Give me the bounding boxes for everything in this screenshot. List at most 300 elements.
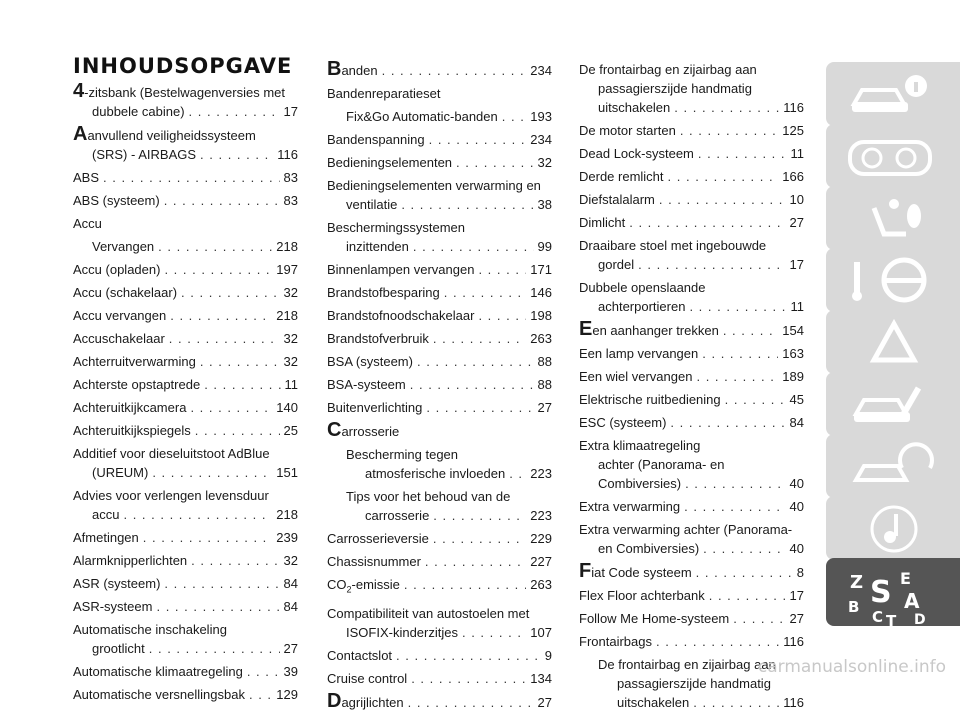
tab-multimedia[interactable] (826, 496, 960, 560)
leader-dots (668, 167, 779, 186)
leader-dots (696, 367, 778, 386)
page-number: 116 (277, 147, 298, 162)
leader-dots (696, 563, 793, 582)
index-entry[interactable] (579, 121, 804, 140)
page-number: 45 (789, 392, 804, 407)
index-entry[interactable] (73, 191, 298, 210)
index-entry-text: Brandstofbesparing (327, 285, 440, 300)
index-entry-text: gordel (598, 257, 635, 272)
index-entry-text: ISOFIX-kinderzitjes (346, 624, 458, 640)
page-number: 88 (537, 354, 552, 369)
page-number: 218 (276, 507, 298, 522)
index-entry[interactable] (579, 632, 804, 651)
index-entry-text: ventilatie (346, 197, 398, 212)
index-entry[interactable] (327, 487, 552, 525)
page-number: 134 (530, 670, 552, 686)
index-entry-text: uitschakelen (598, 100, 671, 115)
index-entry[interactable] (327, 84, 552, 103)
page-number: 27 (537, 400, 552, 415)
index-entry-text: Follow Me Home-systeem (579, 611, 730, 626)
leader-dots (247, 662, 280, 681)
index-entry-text: Een wiel vervangen (579, 369, 693, 384)
leader-dots (478, 260, 526, 279)
index-entry[interactable] (73, 528, 298, 547)
index-entry[interactable] (327, 352, 552, 371)
leader-dots (413, 237, 534, 256)
tab-technical-data[interactable] (826, 434, 960, 498)
index-entry[interactable] (73, 662, 298, 681)
index-column-2 (327, 60, 552, 716)
index-entry[interactable] (73, 574, 298, 593)
index-entry-text: Achteruitkijkspiegels (73, 423, 191, 438)
index-entry[interactable] (579, 390, 804, 409)
page-number: 9 (544, 647, 552, 663)
leader-dots (426, 398, 533, 417)
page-number: 32 (537, 155, 552, 170)
index-entry[interactable] (73, 214, 298, 233)
index-entry-text: Tips voor het behoud van de (346, 489, 511, 504)
index-entry[interactable] (73, 260, 298, 279)
index-entry-text: inzittenden (346, 239, 409, 254)
index-entry[interactable] (579, 167, 804, 186)
index-entry[interactable] (579, 60, 804, 117)
leader-dots (152, 463, 272, 482)
page-number: 116 (783, 634, 804, 649)
page-number: 83 (283, 170, 298, 185)
index-entry-text: Alarmknipperlichten (73, 553, 188, 568)
index-entry-text: Accuschakelaar (73, 331, 165, 346)
index-entry-text: Achterste opstaptrede (73, 377, 201, 392)
index-entry-text: Chassisnummer (327, 554, 421, 569)
index-entry-text: Carrosserieversie (327, 531, 429, 546)
index-entry[interactable] (327, 375, 552, 394)
leader-dots (456, 153, 533, 172)
leader-dots (689, 297, 786, 316)
index-entry-text: Dubbele openslaande (579, 280, 706, 295)
leader-dots (703, 539, 785, 558)
leader-dots (629, 213, 785, 232)
index-entry[interactable] (73, 597, 298, 616)
tab-steering-key[interactable] (826, 248, 960, 312)
index-entry-text: atmosferische invloeden (365, 466, 506, 481)
index-entry[interactable] (73, 551, 298, 570)
page-number: 10 (789, 192, 804, 207)
leader-dots (396, 646, 541, 665)
leader-dots (169, 329, 280, 348)
index-entry-text: accu (92, 507, 120, 522)
index-entry[interactable] (327, 398, 552, 417)
page-number: 27 (283, 641, 298, 656)
leader-dots (411, 669, 526, 688)
leader-dots (502, 107, 527, 126)
page-number: 17 (789, 588, 804, 603)
index-entry-text: Compatibiliteit van autostoelen met (327, 605, 530, 621)
leader-dots (638, 255, 785, 274)
index-entry-text: Derde remlicht (579, 169, 664, 184)
chapter-tab-sidebar (826, 62, 960, 626)
index-entry-text: Banden (327, 58, 378, 80)
index-entry-text: carrosserie (365, 508, 430, 523)
page-number: 218 (276, 308, 298, 323)
index-entry[interactable] (579, 586, 804, 605)
leader-dots (181, 283, 279, 302)
index-entry-text: Automatische inschakeling (73, 622, 227, 637)
index-entry[interactable] (579, 436, 804, 493)
index-entry-text: grootlicht (92, 641, 145, 656)
page-number: 239 (276, 530, 298, 545)
index-entry-text: achter (Panorama- en (598, 457, 725, 472)
index-entry-text: Accu (73, 216, 102, 231)
airbag-seat-icon (844, 194, 944, 244)
index-entry-text: $CO_2$-emissie (327, 577, 400, 595)
leader-dots (425, 552, 526, 571)
index-entry-text: Extra verwarming (579, 499, 681, 514)
steering-key-icon (844, 256, 944, 306)
page-number: 234 (530, 132, 552, 147)
index-entry-text: Vervangen (92, 239, 155, 254)
index-entry[interactable] (73, 444, 298, 482)
dashboard-icon (844, 132, 944, 182)
index-entry-text: Cruise control (327, 670, 408, 686)
index-entry-text: ASR-systeem (73, 599, 153, 614)
index-entry-text: Dimlicht (579, 215, 626, 230)
index-entry[interactable] (327, 529, 552, 548)
index-letters-icon (844, 566, 944, 626)
index-entry-text: Bescherming tegen (346, 447, 459, 462)
leader-dots (164, 260, 272, 279)
index-entry-text: De frontairbag en zijairbag aan (598, 657, 776, 672)
leader-dots (674, 98, 779, 117)
index-entry[interactable] (579, 497, 804, 516)
tab-warning[interactable] (826, 310, 960, 374)
tab-maintenance[interactable] (826, 372, 960, 436)
index-letter: C (872, 608, 884, 626)
index-entry-text: Fix&Go Automatic-banden (346, 109, 498, 124)
index-entry[interactable] (579, 213, 804, 232)
index-entry-text: Bandenreparatieset (327, 86, 441, 101)
page-number: 229 (530, 531, 552, 546)
index-letter: E (900, 569, 911, 588)
index-entry[interactable] (579, 278, 804, 316)
leader-dots (417, 352, 534, 371)
index-letter: Z (850, 572, 864, 593)
index-entry[interactable] (73, 620, 298, 658)
index-letter: B (848, 598, 860, 616)
index-entry-text: Frontairbags (579, 634, 652, 649)
page-number: 32 (283, 553, 298, 568)
page-number: 151 (276, 465, 298, 480)
index-entry[interactable] (327, 130, 552, 149)
index-entry[interactable] (327, 552, 552, 571)
leader-dots (408, 693, 534, 712)
index-entry[interactable] (73, 375, 298, 394)
page-number: 25 (283, 423, 298, 438)
page-number: 11 (284, 377, 298, 392)
index-entry[interactable] (327, 646, 552, 665)
index-entry-text: Dead Lock-systeem (579, 146, 694, 161)
page-number: 11 (790, 299, 804, 314)
index-entry[interactable] (73, 125, 298, 164)
leader-dots (404, 575, 526, 594)
index-entry-text: passagierszijde handmatig (598, 81, 752, 96)
page-number: 27 (789, 215, 804, 230)
index-letter: A (904, 589, 920, 613)
leader-dots (709, 586, 786, 605)
page-number: 32 (283, 285, 298, 300)
index-entry[interactable] (579, 190, 804, 209)
leader-dots (189, 102, 280, 121)
index-entry-text: Aanvullend veiligheidssysteem (73, 125, 256, 145)
page-number: 189 (782, 369, 804, 384)
leader-dots (733, 609, 785, 628)
page-number: 27 (537, 694, 552, 710)
index-entry[interactable] (327, 283, 552, 302)
index-entry-text: Binnenlampen vervangen (327, 262, 475, 277)
page-number: 227 (530, 554, 552, 569)
page-title: INHOUDSOPGAVE (73, 54, 293, 78)
page-number: 32 (283, 331, 298, 346)
leader-dots (103, 168, 280, 187)
index-entry-text: Diefstalalarm (579, 192, 655, 207)
index-entry-text: achterportieren (598, 299, 686, 314)
index-entry[interactable] (327, 445, 552, 483)
leader-dots (191, 551, 279, 570)
index-entry-text: dubbele cabine) (92, 104, 185, 119)
index-entry[interactable] (327, 604, 552, 642)
leader-dots (249, 685, 272, 704)
leader-dots (693, 693, 779, 712)
index-entry[interactable] (73, 168, 298, 187)
index-entry-text: Dagrijlichten (327, 689, 404, 712)
page-number: 193 (530, 109, 552, 124)
page-number: 163 (782, 346, 804, 361)
leader-dots (204, 375, 280, 394)
page-number: 11 (790, 146, 804, 161)
leader-dots (149, 639, 280, 658)
page-number: 263 (530, 577, 552, 592)
index-entry-text: De frontairbag en zijairbag aan (579, 62, 757, 77)
index-entry-text: Afmetingen (73, 530, 139, 545)
index-entry-text: Additief voor dieseluitstoot AdBlue (73, 446, 270, 461)
index-entry[interactable] (327, 218, 552, 256)
leader-dots (200, 352, 280, 371)
index-entry[interactable] (73, 352, 298, 371)
index-entry[interactable] (73, 237, 298, 256)
index-entry-text: Beschermingssystemen (327, 220, 465, 235)
index-entry-text: Een aanhanger trekken (579, 318, 719, 340)
page-number: 218 (276, 239, 298, 254)
leader-dots (123, 505, 272, 524)
page-number: 40 (789, 499, 804, 514)
index-entry-text: Buitenverlichting (327, 400, 423, 415)
leader-dots (723, 321, 778, 340)
leader-dots (433, 529, 526, 548)
index-entry[interactable] (327, 60, 552, 80)
page-number: 40 (789, 541, 804, 556)
index-entry[interactable] (327, 689, 552, 712)
page-number: 223 (530, 508, 552, 523)
warning-triangle-icon (844, 318, 944, 368)
index-entry-text: Bedieningselementen verwarming en (327, 178, 541, 193)
index-entry-text: Draaibare stoel met ingebouwde (579, 238, 767, 253)
leader-dots (143, 528, 273, 547)
index-entry[interactable] (73, 82, 298, 121)
leader-dots (444, 283, 527, 302)
page-number: 223 (530, 466, 552, 481)
index-entry[interactable] (327, 329, 552, 348)
index-entry[interactable] (579, 562, 804, 582)
index-entry-text: Extra verwarming achter (Panorama- (579, 522, 793, 537)
index-entry[interactable] (327, 669, 552, 688)
leader-dots (164, 574, 279, 593)
leader-dots (200, 145, 273, 164)
leader-dots (725, 390, 786, 409)
leader-dots (462, 623, 526, 642)
index-entry[interactable] (579, 609, 804, 628)
page-number: 140 (276, 400, 298, 415)
index-entry[interactable] (327, 575, 552, 600)
page-number: 39 (283, 664, 298, 679)
page-number: 116 (783, 695, 804, 710)
page-number: 171 (530, 262, 552, 277)
leader-dots (190, 398, 272, 417)
index-entry-text: Accu (opladen) (73, 262, 161, 277)
leader-dots (702, 344, 778, 363)
index-letter: S (870, 575, 892, 610)
leader-dots (509, 464, 526, 483)
index-entry-text: Contactslot (327, 647, 393, 663)
page-number: 263 (530, 331, 552, 346)
leader-dots (156, 597, 279, 616)
leader-dots (680, 121, 778, 140)
leader-dots (656, 632, 779, 651)
index-entry-text: Carrosserie (327, 419, 400, 441)
index-entry-text: Accu (schakelaar) (73, 285, 178, 300)
index-entry-text: Automatische klimaatregeling (73, 664, 243, 679)
index-column-3 (579, 60, 804, 716)
index-entry-text: ESC (systeem) (579, 415, 667, 430)
index-entry-text: (UREUM) (92, 465, 149, 480)
tab-car-info[interactable] (826, 62, 960, 126)
index-entry[interactable] (579, 520, 804, 558)
index-entry[interactable] (73, 685, 298, 704)
leader-dots (195, 421, 280, 440)
index-entry-text: BSA-systeem (327, 377, 406, 392)
index-entry[interactable] (327, 421, 552, 441)
page-number: 84 (283, 576, 298, 591)
page-number: 38 (537, 197, 552, 212)
index-entry[interactable] (579, 236, 804, 274)
index-entry-text: 4-zitsbank (Bestelwagenversies met (73, 82, 285, 102)
leader-dots (170, 306, 272, 325)
index-entry-text: BSA (systeem) (327, 354, 413, 369)
index-entry[interactable] (73, 283, 298, 302)
car-info-icon (844, 70, 944, 120)
page-number: 99 (537, 239, 552, 254)
leader-dots (685, 474, 785, 493)
index-entry[interactable] (579, 144, 804, 163)
gauge-car-icon (844, 442, 944, 492)
leader-dots (158, 237, 272, 256)
index-entry-text: Fiat Code systeem (579, 560, 692, 582)
leader-dots (401, 195, 533, 214)
index-entry[interactable] (327, 107, 552, 126)
index-entry-text: Brandstofnoodschakelaar (327, 308, 475, 323)
index-entry-text: Extra klimaatregeling (579, 438, 701, 453)
page-number: 27 (789, 611, 804, 626)
index-entry[interactable] (73, 329, 298, 348)
index-entry-text: Bandenspanning (327, 132, 425, 147)
index-entry[interactable] (327, 176, 552, 214)
tab-dashboard[interactable] (826, 124, 960, 188)
page-number: 198 (530, 308, 552, 323)
index-entry[interactable] (579, 367, 804, 386)
index-letter: D (914, 612, 926, 626)
tab-airbag-seat[interactable] (826, 186, 960, 250)
index-entry[interactable] (579, 320, 804, 340)
index-entry[interactable] (579, 413, 804, 432)
index-entry-text: Elektrische ruitbediening (579, 392, 721, 407)
music-note-icon (844, 504, 944, 554)
leader-dots (684, 497, 785, 516)
index-entry[interactable] (73, 486, 298, 524)
index-entry-text: ASR (systeem) (73, 576, 161, 591)
page-number: 17 (789, 257, 804, 272)
index-entry-text: en Combiversies) (598, 541, 700, 556)
index-entry-text: Combiversies) (598, 476, 682, 491)
index-entry-text: (SRS) - AIRBAGS (92, 147, 197, 162)
index-column-1 (73, 82, 298, 708)
index-entry-text: ABS (73, 170, 100, 185)
page-number: 84 (789, 415, 804, 430)
leader-dots (478, 306, 526, 325)
page-number: 146 (530, 285, 552, 300)
index-entry[interactable] (73, 306, 298, 325)
index-entry[interactable] (73, 421, 298, 440)
index-entry[interactable] (73, 398, 298, 417)
page-number: 88 (537, 377, 552, 392)
index-entry-text: Advies voor verlengen levensduur (73, 488, 269, 503)
index-entry-text: De motor starten (579, 123, 676, 138)
index-entry[interactable] (327, 260, 552, 279)
index-letter: T (886, 612, 897, 626)
leader-dots (164, 191, 280, 210)
index-entry[interactable] (327, 153, 552, 172)
page-number: 234 (530, 63, 552, 78)
index-entry-text: Flex Floor achterbank (579, 588, 705, 603)
page-number: 154 (782, 323, 804, 338)
leader-dots (382, 61, 527, 80)
page-number: 8 (796, 565, 804, 580)
index-entry-text: Een lamp vervangen (579, 346, 699, 361)
index-entry-text: uitschakelen (617, 695, 690, 710)
page-number: 32 (283, 354, 298, 369)
index-entry[interactable] (327, 306, 552, 325)
page-number: 116 (783, 100, 804, 115)
index-entry-text: Achterruitverwarming (73, 354, 196, 369)
leader-dots (659, 190, 786, 209)
page-number: 17 (283, 104, 298, 119)
page-number: 40 (789, 476, 804, 491)
leader-dots (698, 144, 787, 163)
index-entry-text: Automatische versnellingsbak (73, 687, 245, 702)
wrench-car-icon (844, 380, 944, 430)
index-entry-text: passagierszijde handmatig (617, 676, 771, 691)
tab-index[interactable] (826, 558, 960, 626)
leader-dots (429, 130, 527, 149)
index-entry[interactable] (579, 344, 804, 363)
index-entry-text: ABS (systeem) (73, 193, 160, 208)
